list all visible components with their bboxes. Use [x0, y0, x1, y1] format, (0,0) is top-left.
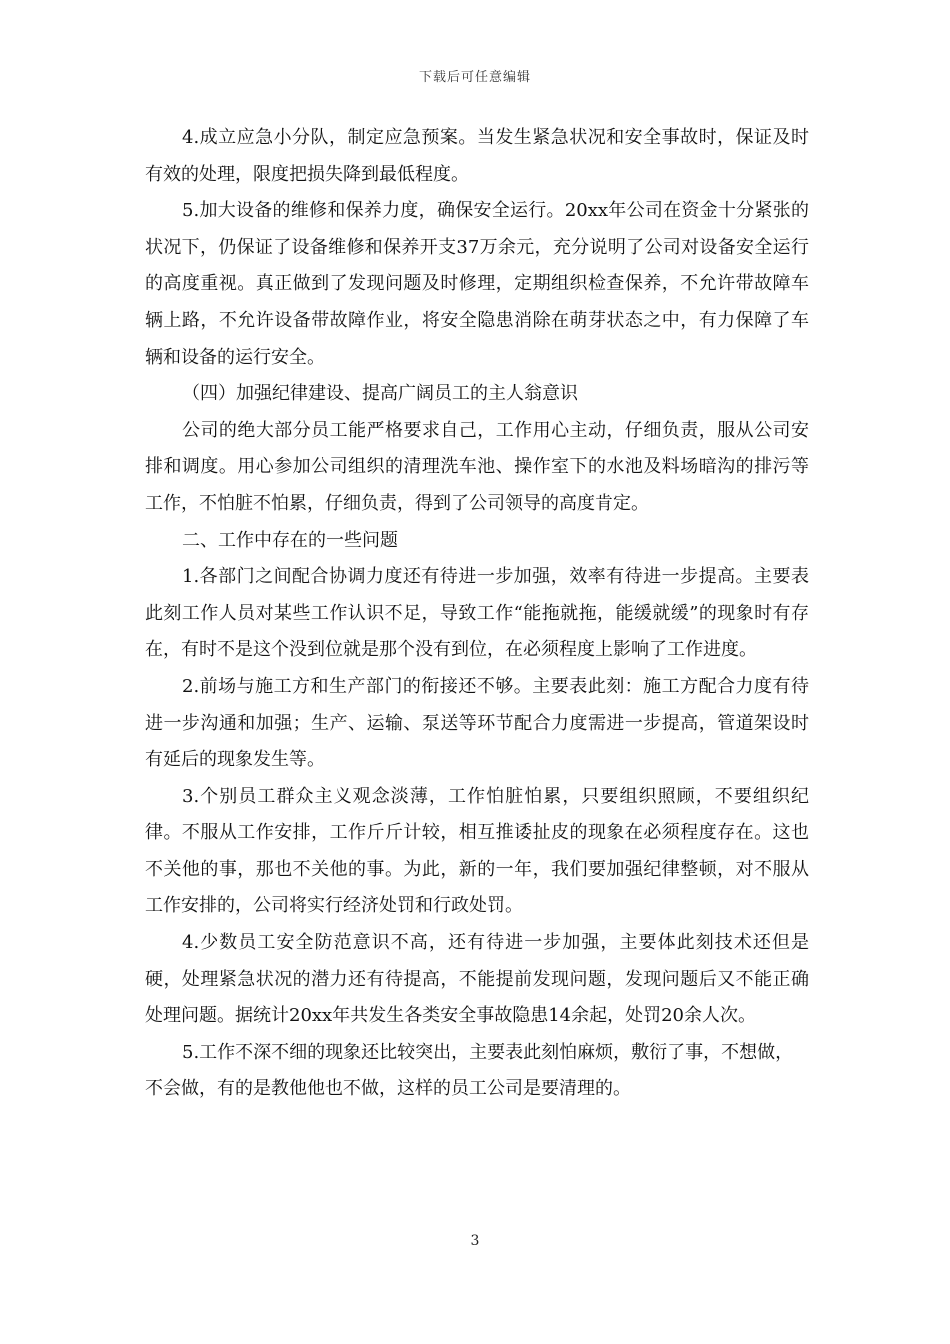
paragraph: 3.个别员工群众主义观念淡薄，工作怕脏怕累，只要组织照顾，不要组织纪律。不服从工作安排，工作斤斤计较，相互推诿扯皮的现象在必须程度存在。这也不关他的事，那也不关他的事。为此，新的一年，我们要加强纪律整顿，对不服从工作安排的，公司将实行经济处罚和行政处罚。: [145, 785, 809, 917]
paragraph: 公司的绝大部分员工能严格要求自己，工作用心主动，仔细负责，服从公司安排和调度。用心参加公司组织的清理洗车池、操作室下的水池及料场暗沟的排污等工作，不怕脏不怕累，仔细负责，得到了公司领导的高度肯定。: [145, 419, 809, 514]
section-heading: （四）加强纪律建设、提高广阔员工的主人翁意识: [182, 383, 578, 405]
paragraph: 5.加大设备的维修和保养力度，确保安全运行。20xx年公司在资金十分紧张的状况下，仍保证了设备维修和保养开支37万余元，充分说明了公司对设备安全运行的高度重视。真正做到了发现问题及时修理，定期组织检查保养，不允许带故障车辆上路，不允许设备带故障作业，将安全隐患消除在萌芽状态之中，有力保障了车辆和设备的运行安全。: [145, 200, 809, 368]
body-text: [145, 120, 809, 1108]
paragraph: 2.前场与施工方和生产部门的衔接还不够。主要表此刻：施工方配合力度有待进一步沟通和加强；生产、运输、泵送等环节配合力度需进一步提高，管道架设时有延后的现象发生等。: [145, 675, 809, 771]
paragraph: 5.工作不深不细的现象还比较突出，主要表此刻怕麻烦，敷衍了事，不想做，不会做，有的是教他他也不做，这样的员工公司是要清理的。: [145, 1041, 794, 1100]
paragraph: 4.少数员工安全防范意识不高，还有待进一步加强，主要体此刻技术还但是硬，处理紧急状况的潜力还有待提高，不能提前发现问题，发现问题后又不能正确处理问题。据统计20xx年共发生各类安全事故隐患14余起，处罚20余人次。: [145, 932, 809, 1027]
paragraph: 4.成立应急小分队，制定应急预案。当发生紧急状况和安全事故时，保证及时有效的处理，限度把损失降到最低程度。: [145, 127, 809, 185]
header-note: 下载后可任意编辑: [418, 70, 531, 85]
paragraph: 1.各部门之间配合协调力度还有待进一步加强，效率有待进一步提高。主要表此刻工作人员对某些工作认识不足，导致工作“能拖就拖，能缓就缓”的现象时有存在，有时不是这个没到位就是那个没有到位，在必须程度上影响了工作进度。: [145, 566, 809, 661]
page-number: 3: [470, 1233, 480, 1249]
section-heading: 二、工作中存在的一些问题: [182, 529, 398, 551]
